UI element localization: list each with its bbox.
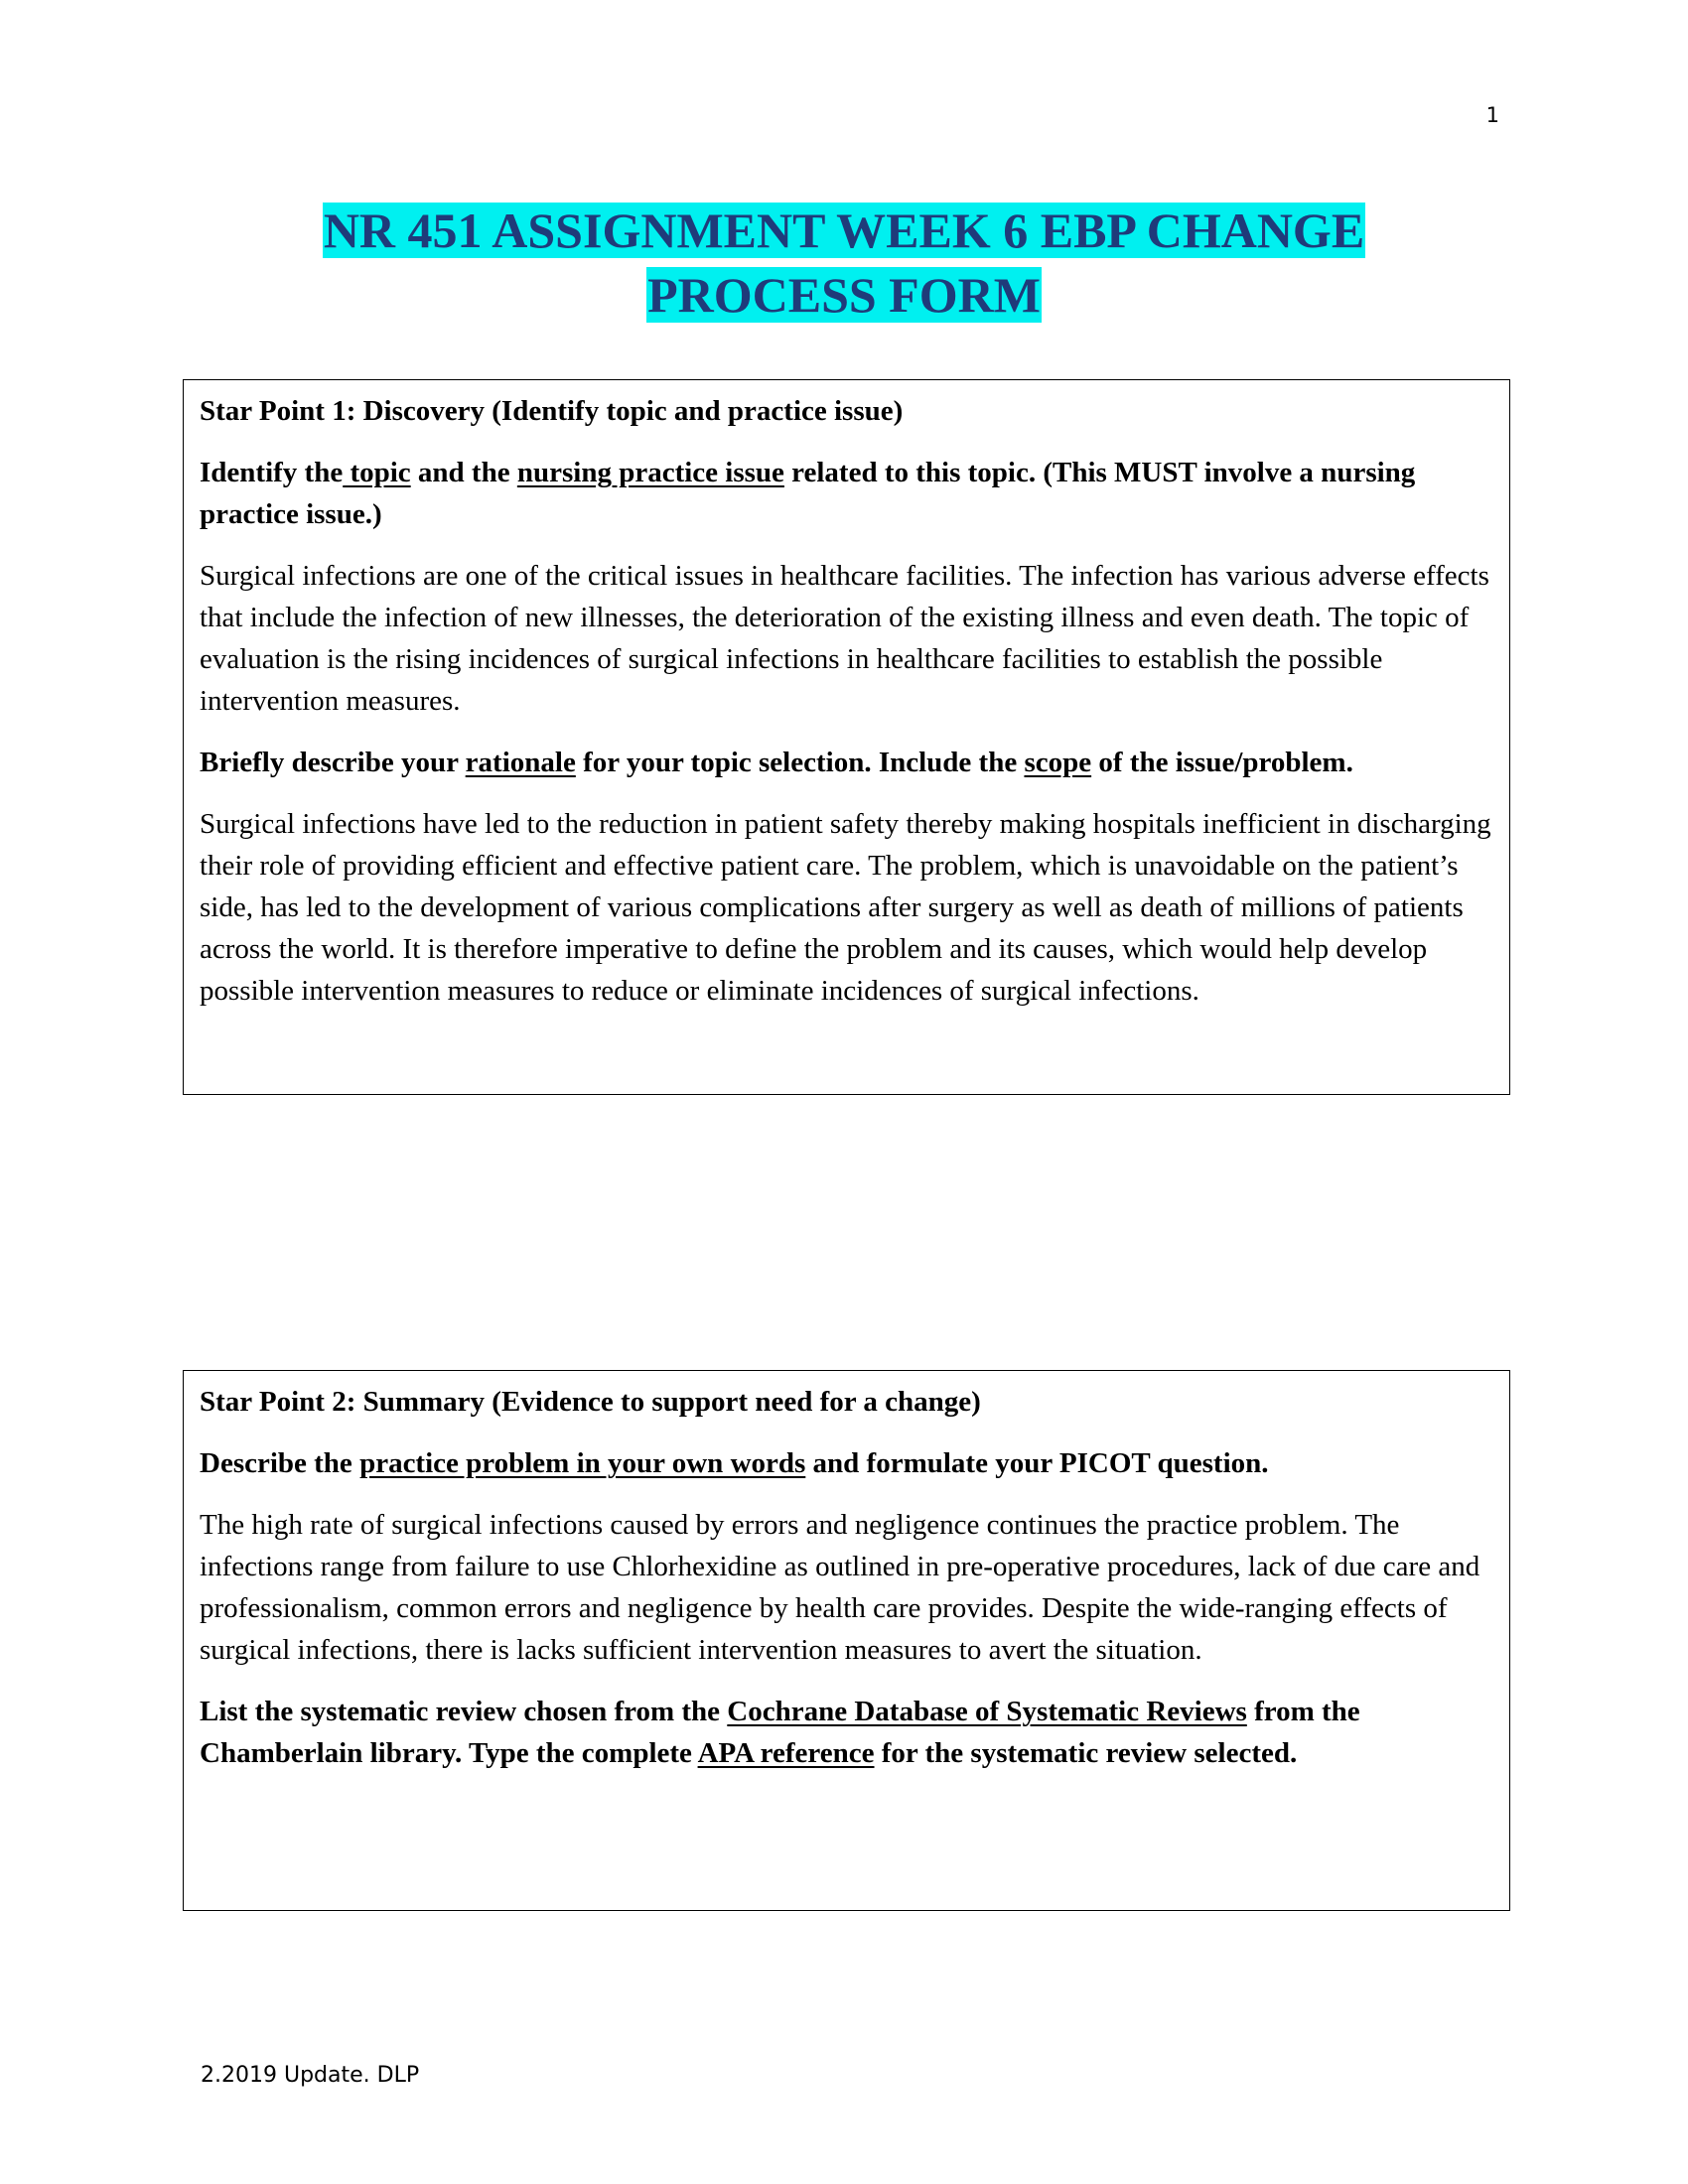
topic-underlined: topic: [343, 457, 411, 488]
prompt-text: from the Chamberlain library. Type the complete: [200, 1696, 1360, 1769]
prompt-text: Identify the: [200, 457, 344, 488]
document-title: [183, 199, 1505, 328]
title-line-1: NR 451 ASSIGNMENT WEEK 6 EBP CHANGE: [323, 203, 1365, 258]
apa-reference-underlined: APA reference: [697, 1737, 875, 1769]
star-point-2-heading: Star Point 2: Summary (Evidence to support need for a change): [200, 1386, 981, 1418]
footer-version: 2.2019 Update. DLP: [201, 2063, 420, 2088]
prompt-text: Describe the: [200, 1447, 360, 1479]
star-point-2-prompt-problem: [200, 1442, 1493, 1484]
page-number: 1: [1485, 103, 1499, 127]
cochrane-database-underlined: Cochrane Database of Systematic Reviews: [727, 1696, 1247, 1727]
star-point-1-prompt-topic: [200, 452, 1493, 535]
prompt-text: related to this topic. (This MUST involve a nursing practice issue.): [200, 457, 1416, 530]
prompt-text: List the systematic review chosen from the: [200, 1696, 728, 1727]
prompt-text: and the: [410, 457, 517, 488]
nursing-practice-issue-underlined: nursing practice issue: [516, 457, 784, 488]
prompt-text: for your topic selection. Include the: [575, 747, 1025, 778]
star-point-2-box: [183, 1370, 1510, 1911]
star-point-1-prompt-rationale: [200, 742, 1493, 783]
practice-problem-underlined: practice problem in your own words: [359, 1447, 806, 1479]
prompt-text: for the systematic review selected.: [874, 1737, 1298, 1769]
prompt-text: Briefly describe your: [200, 747, 466, 778]
star-point-1-answer-topic: Surgical infections are one of the critical issues in healthcare facilities. The infection has various adverse effects that include the infection of new illnesses, the deterioration of the existing illness and even death. The topic of evaluation is the rising incidences of surgical infections in healthcare facilities to establish the possible intervention measures.: [200, 560, 1489, 717]
star-point-1-heading: Star Point 1: Discovery (Identify topic and practice issue): [200, 395, 904, 427]
rationale-underlined: rationale: [465, 747, 576, 778]
prompt-text: of the issue/problem.: [1091, 747, 1353, 778]
star-point-2-prompt-review: [200, 1691, 1493, 1774]
star-point-2-answer-problem: The high rate of surgical infections caused by errors and negligence continues the practice problem. The infections range from failure to use Chlorhexidine as outlined in pre-operative procedures, lack of due care and professionalism, common errors and negligence by health care provides. Despite the wide-ranging effects of surgical infections, there is lacks sufficient intervention measures to avert the situation.: [200, 1509, 1480, 1666]
title-line-2: PROCESS FORM: [647, 267, 1041, 323]
prompt-text: and formulate your PICOT question.: [805, 1447, 1269, 1479]
star-point-1-box: [183, 379, 1510, 1095]
star-point-1-answer-rationale: Surgical infections have led to the reduction in patient safety thereby making hospitals inefficient in discharging their role of providing efficient and effective patient care. The problem, which is unavoidable on the patient’s side, has led to the development of various complications after surgery as well as death of millions of patients across the world. It is therefore imperative to define the problem and its causes, which would help develop possible intervention measures to reduce or eliminate incidences of surgical infections.: [200, 808, 1491, 1007]
scope-underlined: scope: [1024, 747, 1092, 778]
